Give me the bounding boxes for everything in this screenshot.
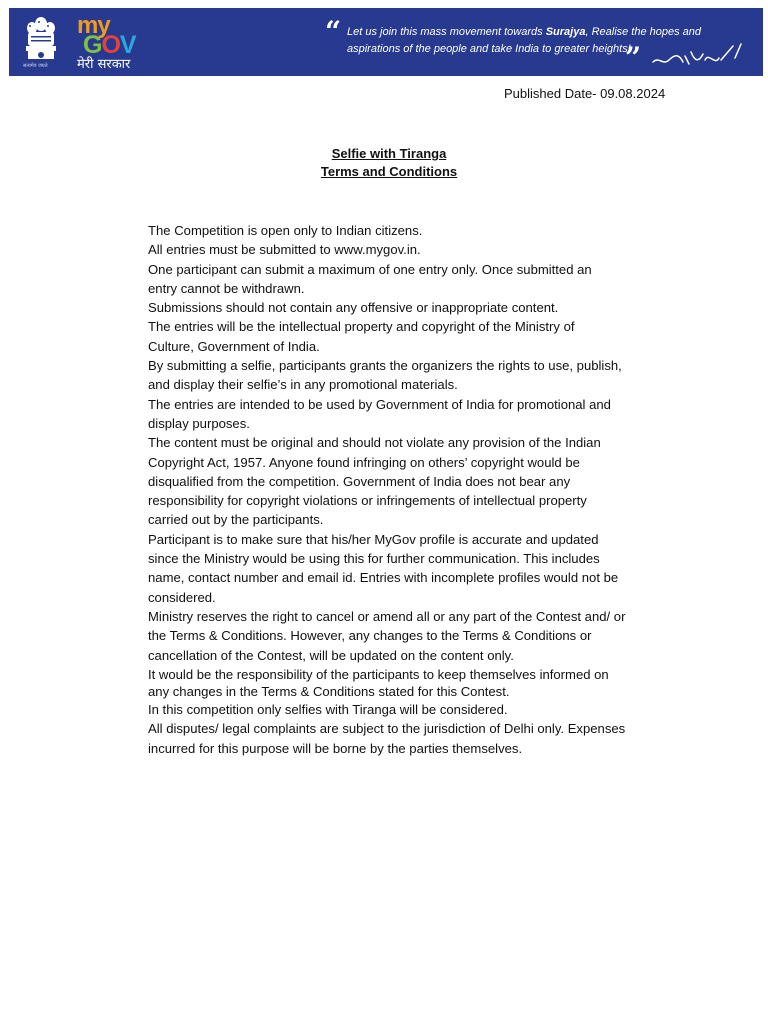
terms-line: The entries will be the intellectual property and copyright of the Ministry of xyxy=(148,319,575,335)
terms-line: considered. xyxy=(148,589,216,605)
terms-line: In this competition only selfies with Tiranga will be considered. xyxy=(148,702,508,718)
terms-line: One participant can submit a maximum of one entry only. Once submitted an xyxy=(148,261,592,277)
quote-open-mark: “ xyxy=(325,15,342,48)
terms-line: Copyright Act, 1957. Anyone found infringing on others’ copyright would be xyxy=(148,454,580,470)
quote-part-2: , Realise the hopes and xyxy=(585,26,702,38)
quote-part-1: Let us join this mass movement towards xyxy=(347,26,546,38)
terms-line: the Terms & Conditions. However, any changes to the Terms & Conditions or xyxy=(148,628,592,644)
logo-letter-o: O xyxy=(101,31,120,59)
terms-line: By submitting a selfie, participants grants the organizers the rights to use, publish, xyxy=(148,358,622,374)
terms-line: cancellation of the Contest, will be updated on the content only. xyxy=(148,647,514,663)
terms-body xyxy=(148,221,678,758)
terms-line: entry cannot be withdrawn. xyxy=(148,280,305,296)
mygov-logo-my: my xyxy=(77,12,110,39)
logo-letter-g: G xyxy=(83,31,102,59)
terms-line: incurred for this purpose will be borne by the parties themselves. xyxy=(148,740,523,756)
terms-line: name, contact number and email id. Entries with incomplete profiles would not be xyxy=(148,570,619,586)
terms-line: any changes in the Terms & Conditions stated for this Contest. xyxy=(148,684,510,700)
terms-line: and display their selfie’s in any promotional materials. xyxy=(148,377,458,393)
terms-line: Participant is to make sure that his/her MyGov profile is accurate and updated xyxy=(148,531,599,547)
published-date: Published Date- 09.08.2024 xyxy=(504,86,666,101)
document-title-block xyxy=(0,145,768,181)
signature-icon xyxy=(649,36,749,72)
terms-line: Submissions should not contain any offensive or inappropriate content. xyxy=(148,300,559,316)
terms-line: Culture, Government of India. xyxy=(148,338,320,354)
quote-line-2: aspirations of the people and take India to greater heights! xyxy=(347,43,631,55)
terms-line: The Competition is open only to Indian citizens. xyxy=(148,223,423,238)
terms-line: All disputes/ legal complaints are subject to the jurisdiction of Delhi only. Expenses xyxy=(148,721,626,737)
mygov-logo-hindi: मेरी सरकार xyxy=(77,57,131,72)
quote-close-mark: ” xyxy=(625,41,642,74)
national-emblem-logo xyxy=(9,8,73,76)
terms-line: display purposes. xyxy=(148,415,250,431)
terms-line: It would be the responsibility of the participants to keep themselves informed on xyxy=(148,666,609,682)
emblem-caption: सत्यमेव जयते xyxy=(23,63,48,69)
terms-line: The content must be original and should not violate any provision of the Indian xyxy=(148,435,601,451)
quote-bold: Surajya xyxy=(545,26,586,38)
logo-letter-v: V xyxy=(119,31,136,59)
header-banner xyxy=(9,8,763,76)
terms-line: since the Ministry would be using this for further communication. This includes xyxy=(148,551,600,567)
terms-line: All entries must be submitted to www.mygov.in. xyxy=(148,242,421,258)
terms-line: disqualified from the competition. Government of India does not bear any xyxy=(148,473,571,489)
terms-line: carried out by the participants. xyxy=(148,512,324,528)
terms-line: responsibility for copyright violations or infringements of intellectual property xyxy=(148,493,587,509)
document-subtitle: Terms and Conditions xyxy=(320,164,458,179)
terms-line: Ministry reserves the right to cancel or amend all or any part of the Contest and/ or xyxy=(148,608,626,624)
document-title: Selfie with Tiranga xyxy=(331,146,447,161)
terms-line: The entries are intended to be used by Government of India for promotional and xyxy=(148,396,611,412)
